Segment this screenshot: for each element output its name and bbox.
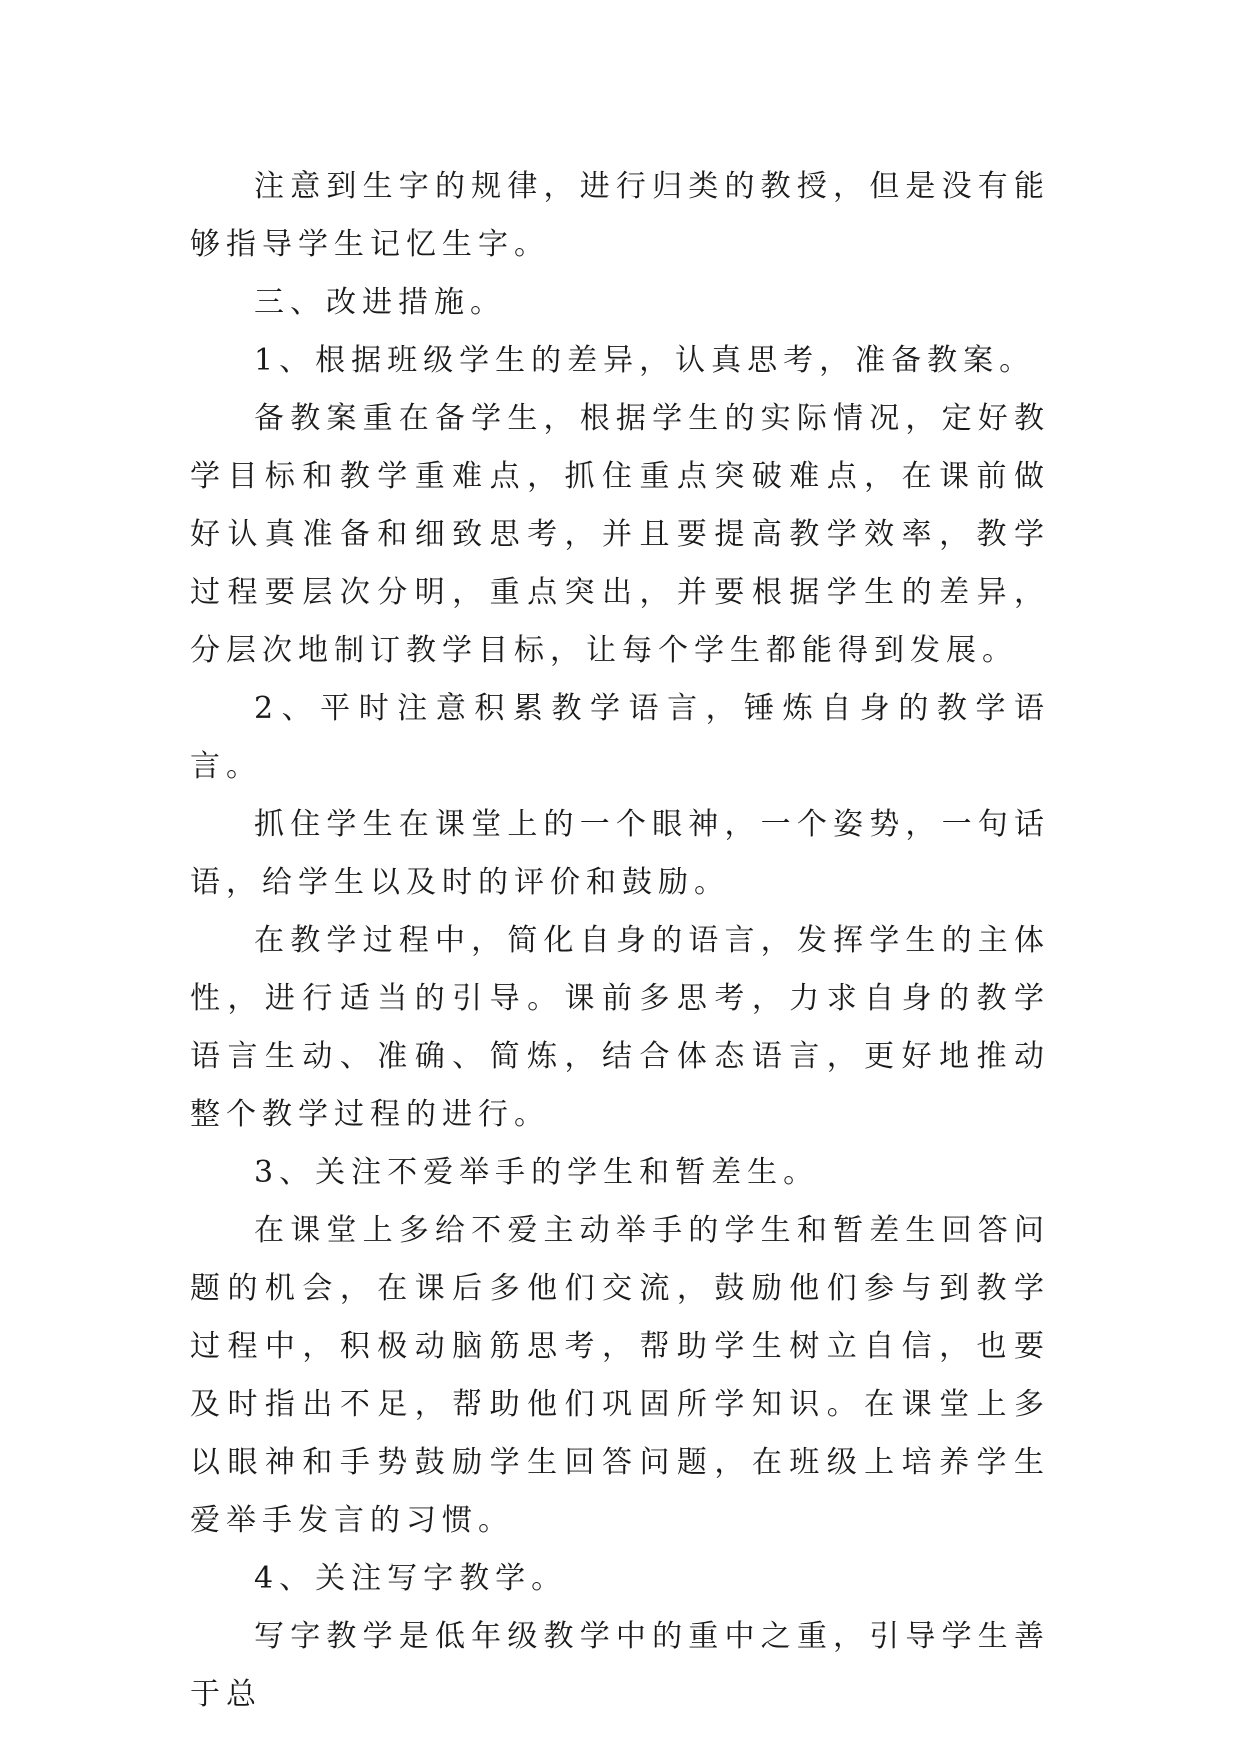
subheading: 3、关注不爱举手的学生和暂差生。 bbox=[254, 1155, 820, 1190]
subheading: 4、关注写字教学。 bbox=[254, 1561, 568, 1596]
document-body bbox=[190, 158, 1050, 1724]
paragraph: 在教学过程中，简化自身的语言，发挥学生的主体性，进行适当的引导。课前多思考，力求自身的教学语言生动、准确、简炼，结合体态语言，更好地推动整个教学过程的进行。 bbox=[190, 923, 1050, 1132]
section-heading: 三、改进措施。 bbox=[254, 285, 506, 320]
subheading: 2、平时注意积累教学语言，锤炼自身的教学语言。 bbox=[190, 691, 1050, 784]
paragraph: 抓住学生在课堂上的一个眼神，一个姿势，一句话语，给学生以及时的评价和鼓励。 bbox=[190, 807, 1050, 900]
paragraph: 写字教学是低年级教学中的重中之重，引导学生善于总 bbox=[190, 1619, 1050, 1712]
paragraph: 在课堂上多给不爱主动举手的学生和暂差生回答问题的机会，在课后多他们交流，鼓励他们参与到教学过程中，积极动脑筋思考，帮助学生树立自信，也要及时指出不足，帮助他们巩固所学知识。在课堂上多以眼神和手势鼓励学生回答问题，在班级上培养学生爱举手发言的习惯。 bbox=[190, 1213, 1050, 1538]
subheading: 1、根据班级学生的差异，认真思考，准备教案。 bbox=[254, 343, 1036, 378]
paragraph: 注意到生字的规律，进行归类的教授，但是没有能够指导学生记忆生字。 bbox=[190, 169, 1050, 262]
paragraph: 备教案重在备学生，根据学生的实际情况，定好教学目标和教学重难点，抓住重点突破难点，在课前做好认真准备和细致思考，并且要提高教学效率，教学过程要层次分明，重点突出，并要根据学生的差异，分层次地制订教学目标，让每个学生都能得到发展。 bbox=[190, 401, 1050, 668]
